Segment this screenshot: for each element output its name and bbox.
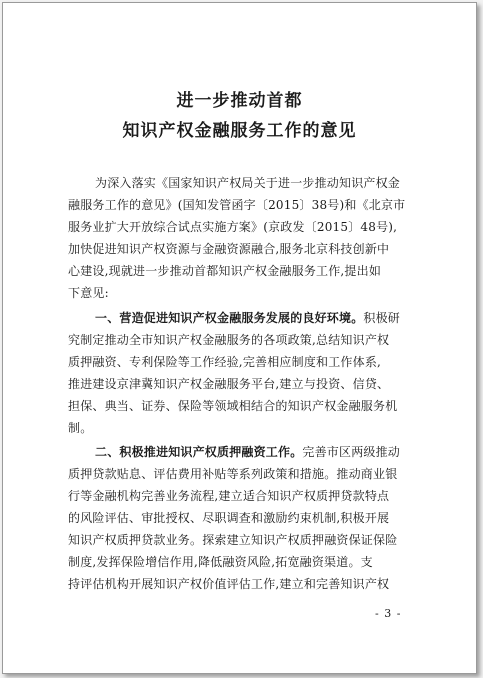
- section-2-heading: 二、积极推进知识产权质押融资工作。: [95, 445, 303, 459]
- section-2-lead: 完善市区两级推动: [302, 445, 401, 459]
- section-1-first-line: [95, 310, 400, 326]
- section-2-line: 的风险评估、审批授权、尽职调查和激励约束机制,积极开展: [68, 511, 390, 525]
- section-2-line: 知识产权质押贷款业务。探索建立知识产权质押融资保证保险: [68, 533, 398, 547]
- intro-line: 心建设,现就进一步推动首都知识产权金融服务工作,提出如: [68, 264, 382, 278]
- title-line-1: 进一步推动首都: [176, 91, 303, 111]
- intro-line: 加快促进知识产权资源与金融资源融合,服务北京科技创新中: [68, 242, 390, 256]
- section-1-line: 究制定推动全市知识产权金融服务的各项政策,总结知识产权: [68, 333, 390, 347]
- section-2-line: 制度,发挥保险增信作用,降低融资风险,拓宽融资渠道。支: [68, 555, 373, 569]
- section-1-line: 质押融资、专利保险等工作经验,完善相应制度和工作体系,: [68, 355, 382, 369]
- title-line-2: 知识产权金融服务工作的意见: [122, 121, 357, 141]
- page-number: - 3 -: [375, 607, 402, 620]
- section-1-line: 制。: [68, 421, 93, 435]
- section-2-line: 行等金融机构完善业务流程,建立适合知识产权质押贷款特点: [68, 489, 390, 503]
- intro-line: 融服务工作的意见》(国知发管函字〔2015〕38号)和《北京市: [68, 198, 406, 212]
- section-1-line: 担保、典当、证券、保险等领域相结合的知识产权金融服务机: [68, 399, 398, 413]
- section-2-line: 持评估机构开展知识产权价值评估工作,建立和完善知识产权: [68, 577, 390, 591]
- intro-line: 下意见:: [68, 286, 109, 300]
- document-page: [2, 2, 477, 674]
- intro-line: 服务业扩大开放综合试点实施方案》(京政发〔2015〕48号),: [68, 220, 398, 234]
- intro-line: 为深入落实《国家知识产权局关于进一步推动知识产权金: [95, 176, 401, 190]
- section-2-first-line: [95, 444, 400, 460]
- section-1-line: 推进建设京津冀知识产权金融服务平台,建立与投资、信贷、: [68, 377, 390, 391]
- section-2-line: 质押贷款贴息、评估费用补贴等系列政策和措施。推动商业银: [68, 467, 398, 481]
- section-1-lead: 积极研: [363, 311, 401, 325]
- section-1-heading: 一、营造促进知识产权金融服务发展的良好环境。: [95, 311, 364, 325]
